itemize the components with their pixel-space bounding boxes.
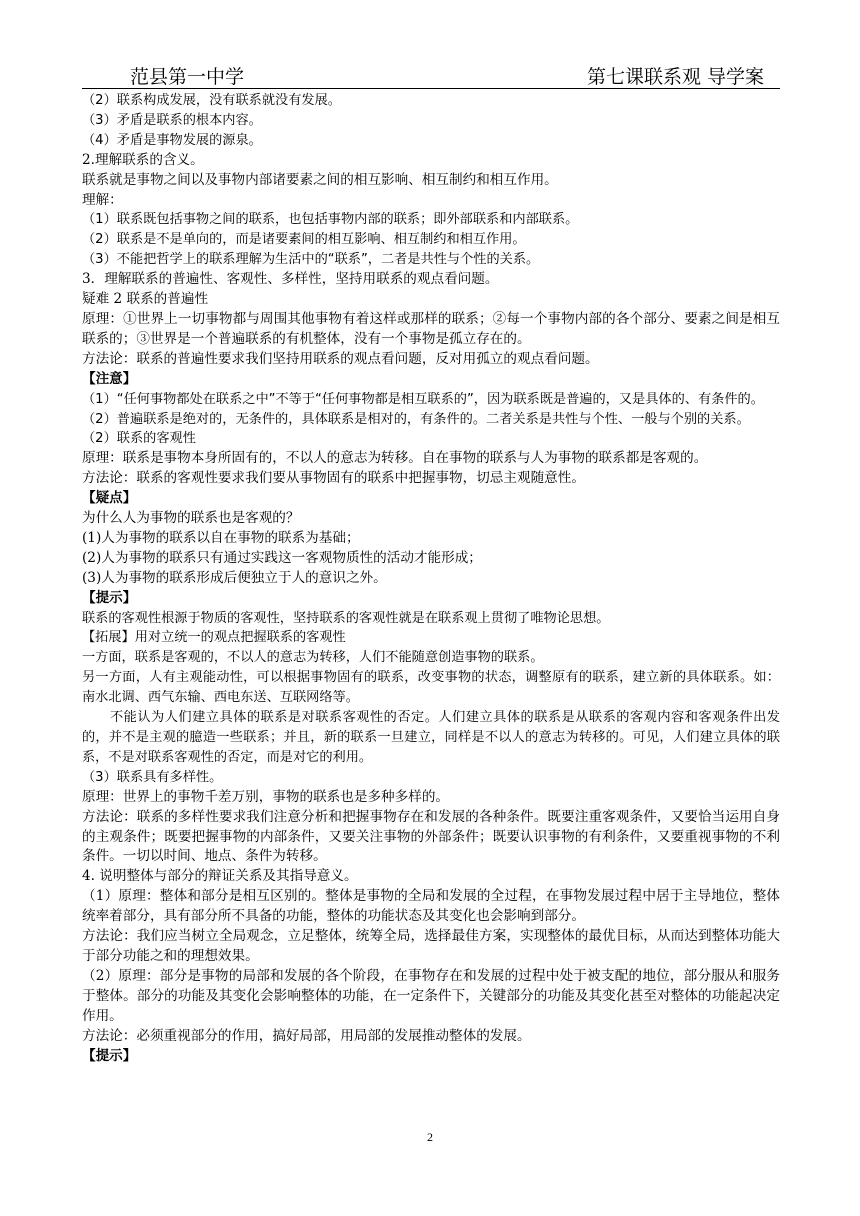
text-line: （1）联系既包括事物之间的联系，也包括事物内部的联系；即外部联系和内部联系。 — [82, 212, 579, 228]
text-line: 理解： — [82, 191, 123, 208]
text-line: （2）联系是不是单向的，而是诸要素间的相互影响、相互制约和相互作用。 — [82, 232, 526, 248]
page-header — [82, 60, 780, 89]
text-line: (2)人为事物的联系只有通过实践这一客观物质性的活动才能形成； — [82, 549, 482, 566]
paragraph: （2）普遍联系是绝对的，无条件的，具体联系是相对的，有条件的。二者关系是共性与个性、一般与个别的关系。 — [82, 411, 750, 427]
text-line: (1)人为事物的联系以自在事物的联系为基础； — [82, 529, 360, 546]
paragraph: 方法论：联系的客观性要求我们要从事物固有的联系中把握事物，切忌主观随意性。 — [82, 470, 585, 487]
lesson-title: 第七课联系观 导学案 — [586, 66, 764, 88]
paragraph: 不能认为人们建立具体的联系是对联系客观性的否定。人们建立具体的联系是从联系的客观内容和客观条件出发的，并不是主观的臆造一些联系；并且，新的联系一旦建立，同样是不以人的意志为转移的。可见，人们建立具体的联系，不是对联系客观性的否定，而是对它的利用。 — [82, 710, 780, 765]
note-label: 【注意】 — [82, 370, 137, 387]
paragraph: 联系的客观性根源于物质的客观性，坚持联系的客观性就是在联系观上贯彻了唯物论思想。 — [82, 610, 610, 626]
extension-heading: 【拓展】用对立统一的观点把握联系的客观性 — [82, 630, 346, 646]
text-line: （2）联系的客观性 — [82, 431, 196, 447]
section-heading: 3．理解联系的普遍性、客观性、多样性，坚持用联系的观点看问题。 — [82, 271, 499, 288]
text-line: （3）不能把哲学上的联系理解为生活中的“联系”，二者是共性与个性的关系。 — [82, 252, 540, 268]
text-line: (3)人为事物的联系形成后便独立于人的意识之外。 — [82, 569, 387, 586]
paragraph: 原理：联系是事物本身所固有的，不以人的意志为转移。自在事物的联系与人为事物的联系都是客观的。 — [82, 450, 708, 467]
document-body — [82, 91, 780, 1066]
paragraph: （1）“任何事物都处在联系之中”不等于“任何事物都是相互联系的”，因为联系既是普遍的，又是具体的、有条件的。 — [82, 391, 764, 407]
note-label: 【提示】 — [82, 589, 137, 606]
paragraph: 另一方面，人有主观能动性，可以根据事物固有的联系，改变事物的状态，调整原有的联系，建立新的具体联系。如：南水北调、西气东输、西电东送、互联网络等。 — [82, 670, 780, 706]
text-line: （4）矛盾是事物发展的源泉。 — [82, 132, 262, 148]
text-line: 为什么人为事物的联系也是客观的？ — [82, 510, 300, 527]
paragraph: 方法论：联系的多样性要求我们注意分析和把握事物存在和发展的各种条件。既要注重客观条件，又要恰当运用自身的主观条件；既要把握事物的内部条件，又要关注事物的外部条件；既要认识事物的有利条件，又要重视事物的不利条件。一切以时间、地点、条件为转移。 — [82, 808, 780, 865]
note-label: 【提示】 — [82, 1047, 137, 1064]
text-line: 联系就是事物之间以及事物内部诸要素之间的相互影响、相互制约和相互作用。 — [82, 171, 558, 188]
page-number: 2 — [427, 1130, 433, 1144]
section-heading: 4. 说明整体与部分的辩证关系及其指导意义。 — [82, 868, 358, 885]
text-line: （3）联系具有多样性。 — [82, 769, 223, 785]
paragraph: 原理：世界上的事物千差万别，事物的联系也是多种多样的。 — [82, 788, 450, 805]
paragraph: （1）原理：整体和部分是相互区别的。整体是事物的全局和发展的全过程，在事物发展过程中居于主导地位，整体统率着部分，具有部分所不具备的功能，整体的功能状态及其变化也会影响到部分。 — [82, 888, 780, 925]
paragraph: 方法论：我们应当树立全局观念，立足整体，统筹全局，选择最佳方案，实现整体的最优目标，从而达到整体功能大于部分功能之和的理想效果。 — [82, 928, 780, 964]
paragraph: 方法论：必须重视部分的作用，搞好局部，用局部的发展推动整体的发展。 — [82, 1027, 531, 1044]
section-heading: 2.理解联系的含义。 — [82, 151, 204, 168]
subsection-heading: 疑难 2 联系的普遍性 — [82, 291, 209, 308]
text-line: （3）矛盾是联系的根本内容。 — [82, 112, 262, 128]
paragraph: 原理：①世界上一切事物都与周围其他事物有着这样或那样的联系；②每一个事物内部的各个部分、要素之间是相互联系的；③世界是一个普遍联系的有机整体，没有一个事物是孤立存在的。 — [82, 310, 780, 347]
text-line: （2）联系构成发展，没有联系就没有发展。 — [82, 93, 341, 108]
paragraph: 方法论：联系的普遍性要求我们坚持用联系的观点看问题，反对用孤立的观点看问题。 — [82, 350, 599, 367]
paragraph: （2）原理：部分是事物的局部和发展的各个阶段，在事物存在和发展的过程中处于被支配的地位，部分服从和服务于整体。部分的功能及其变化会影响整体的功能，在一定条件下，关键部分的功能及其变化甚至对整体的功能起决定作用。 — [82, 967, 780, 1024]
note-label: 【疑点】 — [82, 490, 137, 507]
paragraph: 一方面，联系是客观的，不以人的意志为转移，人们不能随意创造事物的联系。 — [82, 650, 544, 666]
school-name: 范县第一中学 — [130, 66, 245, 88]
